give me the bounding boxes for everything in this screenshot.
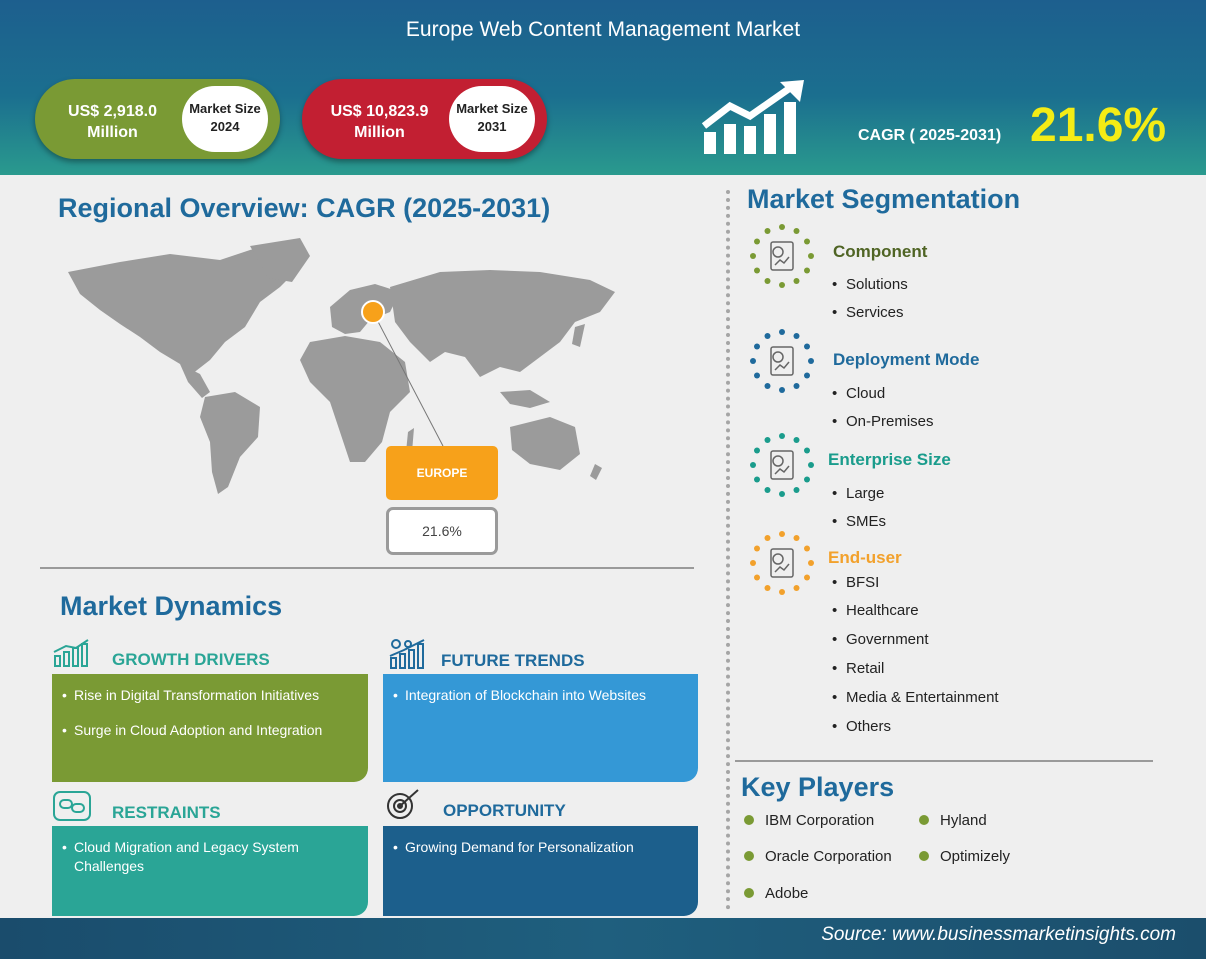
list-item: • BFSI — [846, 574, 879, 591]
list-item: • Cloud — [846, 385, 885, 402]
future-trends-icon — [388, 638, 428, 670]
bullet-dot — [744, 888, 754, 898]
column-divider — [726, 190, 730, 910]
source-link[interactable]: Source: www.businessmarketinsights.com — [821, 924, 1176, 945]
key-player-item: Oracle Corporation — [765, 848, 892, 865]
market-size-2031-pill — [302, 79, 547, 159]
list-item: • Media & Entertainment — [846, 689, 999, 706]
list-item: • Healthcare — [846, 602, 919, 619]
growth-chart-icon — [700, 80, 810, 158]
growth-drivers-heading: GROWTH DRIVERS — [112, 650, 270, 669]
key-players-divider — [735, 760, 1153, 762]
regional-overview-title: Regional Overview: CAGR (2025-2031) — [58, 193, 551, 223]
section-divider — [40, 567, 694, 569]
cagr-value: 21.6% — [1030, 99, 1167, 152]
list-item: • Large — [846, 485, 884, 502]
market-segmentation-title: Market Segmentation — [747, 184, 1021, 214]
bullet-dot — [919, 851, 929, 861]
list-item: • Services — [846, 304, 904, 321]
europe-cagr-value: 21.6% — [386, 507, 498, 555]
list-item: • Growing Demand for Personalization — [405, 838, 688, 857]
deployment-mode-segment-icon — [749, 328, 815, 394]
bullet-dot — [744, 815, 754, 825]
list-item: • Solutions — [846, 276, 908, 293]
list-item: • SMEs — [846, 513, 886, 530]
list-item: • Integration of Blockchain into Websites — [405, 686, 688, 705]
component-segment-icon — [749, 223, 815, 289]
list-item: • Retail — [846, 660, 884, 677]
growth-drivers-box — [52, 674, 368, 782]
header-banner — [0, 0, 1206, 175]
list-item: • Surge in Cloud Adoption and Integration — [74, 721, 358, 740]
europe-region-label: EUROPE — [386, 446, 498, 500]
restraints-box — [52, 826, 368, 916]
future-trends-heading: FUTURE TRENDS — [441, 651, 585, 670]
cagr-label: CAGR ( 2025-2031) — [858, 127, 1002, 144]
list-item: • Cloud Migration and Legacy System Challenges — [74, 838, 358, 876]
market-size-2031-value: US$ 10,823.9 Million — [330, 103, 429, 141]
growth-drivers-icon — [52, 638, 92, 668]
enterprise-size-segment-icon — [749, 432, 815, 498]
market-size-2024-label: Market Size 2024 — [182, 86, 268, 152]
opportunity-heading: OPPORTUNITY — [443, 801, 566, 820]
key-players-title: Key Players — [741, 772, 895, 802]
end-user-segment-icon — [749, 530, 815, 596]
restraints-chain-icon — [52, 790, 92, 822]
restraints-heading: RESTRAINTS — [112, 803, 221, 822]
list-item: • Others — [846, 718, 891, 735]
market-size-2031-label: Market Size 2031 — [449, 86, 535, 152]
world-map — [60, 232, 620, 502]
end-user-heading: End-user — [828, 548, 902, 567]
key-player-item: Optimizely — [940, 848, 1011, 865]
key-player-item: Adobe — [765, 885, 809, 902]
footer-bar — [0, 918, 1206, 959]
key-player-item: IBM Corporation — [765, 812, 875, 829]
list-item: • On-Premises — [846, 413, 934, 430]
market-size-2024-pill — [35, 79, 280, 159]
page-title: Europe Web Content Management Market — [405, 18, 801, 41]
opportunity-box — [383, 826, 698, 916]
component-heading: Component — [833, 242, 928, 261]
list-item: • Government — [846, 631, 929, 648]
enterprise-size-heading: Enterprise Size — [828, 450, 951, 469]
market-dynamics-title: Market Dynamics — [60, 591, 283, 621]
list-item: • Rise in Digital Transformation Initiatives — [74, 686, 358, 705]
market-size-2024-value: US$ 2,918.0 Million — [68, 103, 157, 141]
bullet-dot — [744, 851, 754, 861]
opportunity-target-icon — [382, 788, 422, 822]
future-trends-box — [383, 674, 698, 782]
key-player-item: Hyland — [940, 812, 987, 829]
bullet-dot — [919, 815, 929, 825]
deployment-mode-heading: Deployment Mode — [833, 350, 980, 369]
